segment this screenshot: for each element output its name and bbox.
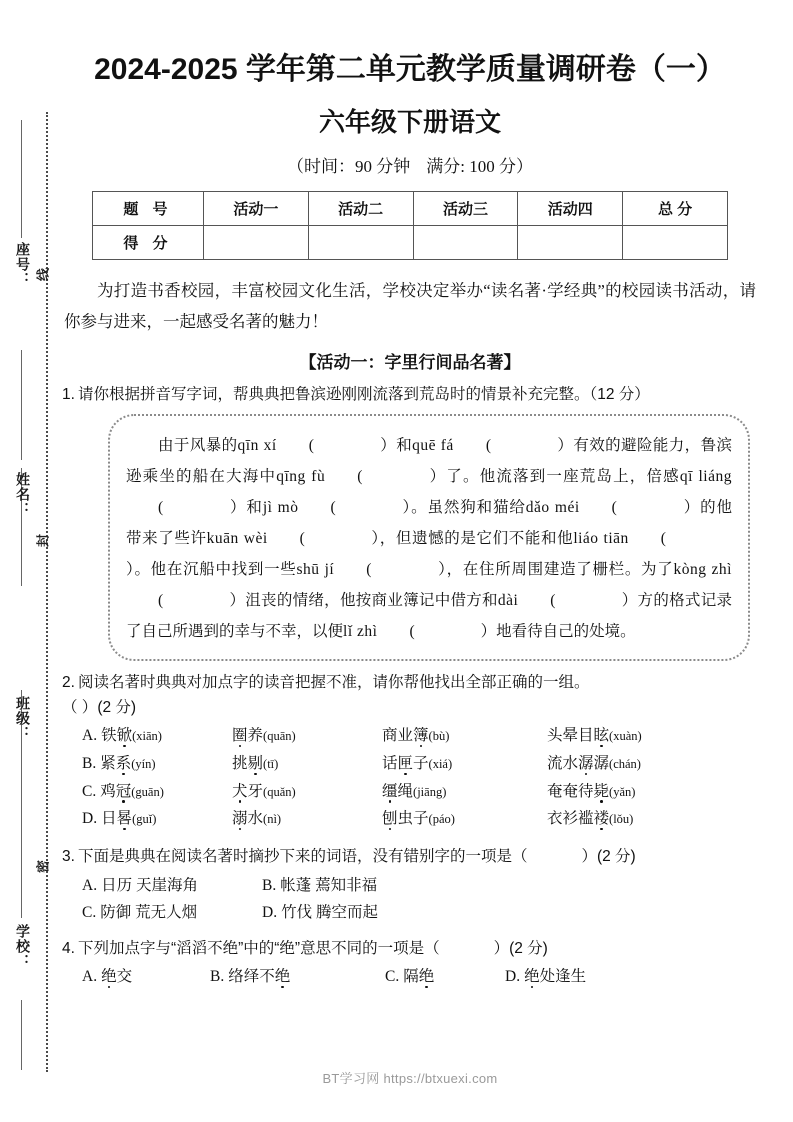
pinyin-shuji: shū jí: [296, 560, 335, 578]
opt-word-post: 绳: [397, 782, 414, 800]
option-c-label-q3: C.: [82, 904, 97, 922]
option-d-label-q4: D.: [505, 968, 521, 986]
activity-one-heading: 【活动一：字里行间品名著】: [299, 353, 521, 373]
field-class: [6, 696, 40, 741]
option-b-item-2: [232, 750, 382, 778]
opt-word-dotted: 缰: [382, 782, 398, 800]
option-c-item-1: [82, 778, 232, 806]
question-3-number: 3.: [62, 847, 75, 865]
opt-word-dotted: 剔: [247, 755, 264, 772]
option-c-item-3: [382, 778, 547, 806]
score-table-col-total: 总 分: [623, 192, 728, 226]
option-a-q4: [82, 963, 210, 991]
field-rule-school-bottom: [21, 1000, 22, 1070]
passage-seg-7: ）的他带来了些许: [126, 498, 732, 547]
opt-pinyin: (páo): [428, 812, 455, 827]
question-3-stem: [60, 845, 760, 870]
option-row-cd[interactable]: [60, 899, 760, 927]
question-1-points: （12 分）: [589, 386, 650, 404]
field-label-class: 班级：: [15, 696, 31, 741]
pinyin-daomei: dǎo méi: [525, 498, 580, 516]
score-cell-activity-4[interactable]: [518, 226, 623, 260]
option-row-q4[interactable]: [60, 963, 760, 991]
score-cell-total[interactable]: [623, 226, 728, 260]
pinyin-quefa: quē fá: [412, 436, 454, 454]
option-d-dotted-q4: 绝: [524, 968, 540, 986]
field-school: [6, 924, 40, 969]
option-c-label: C.: [82, 782, 97, 800]
option-d-text-q3: 竹伐 腾空而起: [281, 904, 378, 922]
field-label-student-name: 姓名：: [15, 472, 31, 517]
opt-word-dotted: 锨: [116, 727, 133, 745]
question-1-stem: [60, 383, 760, 408]
option-a-item-1: [82, 722, 232, 750]
score-cell-activity-3[interactable]: [413, 226, 518, 260]
option-b-label: B.: [82, 755, 97, 772]
pinyin-jimo: jì mò: [262, 498, 299, 516]
passage-seg-8: ），但遗憾的是它们不能和他: [370, 529, 574, 547]
passage-text: 由于风暴的qīn xí ( ）和quē fá ( ）有效的避险能力，鲁滨逊乘坐的船在大海中qīng fù ( ）了。他流落到一座荒岛上，倍感qī liáng( ）和jì mò ( ）。虽然狗和猫给dǎo méi ( ）的他带来了些许kuān wèi ( ），但遗憾的是它们不能和他liáo tiān (）。他在沉船中找到一些shū jí ( ），在住所周围建造了栅栏。为了kòng zhì( ）沮丧的情绪，他按商业簿记中借方和dài ( ）方的格式记录了自己所遇到的幸与不幸，以便lǐ zhì ( ）地看待自己的处境。: [126, 436, 732, 640]
question-1-text: 请你根据拼音写字词，帮典典把鲁滨逊刚刚流落到荒岛时的情景补充完整。: [77, 386, 590, 404]
option-c-item-4: [547, 778, 635, 806]
passage-seg-13: ）地看待自己的处境。: [480, 622, 636, 640]
seal-char-line: 线: [35, 268, 51, 282]
opt-word-pre: 日: [101, 810, 117, 828]
question-3-points: ）(2 分): [581, 847, 636, 865]
question-2: [60, 671, 760, 833]
score-table-label-score: 得 分: [93, 226, 204, 260]
option-b-q3: [262, 872, 377, 900]
opt-pinyin: (xuàn): [609, 729, 642, 744]
opt-word-dotted: 簿: [413, 727, 429, 745]
question-4-text: 下列加点字与“滔滔不绝”中的“绝”意思不同的一项是（: [77, 939, 440, 957]
option-d-item-4: [547, 805, 633, 833]
question-2-answer-line: [60, 696, 760, 721]
option-row-b[interactable]: [60, 750, 760, 778]
option-b-text-q3: 帐蓬 蔫知非福: [280, 876, 378, 894]
opt-pinyin: (jiāng): [413, 784, 447, 799]
option-d-label-q3: D.: [262, 904, 278, 922]
opt-word-post: 子: [413, 755, 429, 772]
option-d-item-2: [232, 805, 382, 833]
opt-word-dotted: 圈: [232, 727, 248, 745]
passage-seg-9: ）。他在沉船中找到一些: [126, 560, 297, 578]
opt-word-post: 养: [247, 727, 264, 745]
opt-pinyin: (tī): [263, 757, 279, 771]
field-label-seat-number: 座号：: [15, 242, 31, 287]
option-c-pre-q4: 隔: [403, 968, 419, 986]
passage-seg-2: ）和: [379, 436, 413, 454]
passage-seg-5: ）和: [229, 498, 263, 516]
question-3: [60, 845, 760, 927]
option-a-q3: [82, 872, 262, 900]
opt-word-pre: 铁: [101, 727, 117, 745]
opt-word-dotted: 匣: [397, 755, 414, 772]
question-4-options: [60, 963, 760, 991]
seal-dotted-line: [46, 112, 48, 1072]
option-b-label-q3: B.: [262, 876, 277, 894]
footer-watermark: BT学习网 https://btxuexi.com: [322, 1071, 498, 1086]
opt-word-dotted: 毙: [593, 782, 610, 800]
opt-pinyin: (nì): [263, 812, 282, 827]
pinyin-kongzhi: kòng zhì: [673, 560, 732, 578]
opt-pinyin: (guǐ): [132, 812, 157, 827]
opt-word-dotted: 眩: [593, 727, 610, 745]
option-c-item-2: [232, 778, 382, 806]
score-table-col-activity-3: 活动三: [413, 192, 518, 226]
score-table-col-activity-1: 活动一: [203, 192, 308, 226]
question-1: [60, 383, 760, 661]
score-cell-activity-2[interactable]: [308, 226, 413, 260]
question-1-passage-box: [108, 414, 750, 661]
field-rule-seat-top: [21, 120, 22, 238]
option-a-label-q4: A.: [82, 968, 98, 986]
opt-word-dotted: 褛: [593, 810, 610, 828]
opt-word-pre: 商业: [382, 727, 414, 745]
opt-word-pre: 流水: [547, 755, 579, 772]
score-cell-activity-1[interactable]: [203, 226, 308, 260]
opt-pinyin: (lǒu): [609, 812, 634, 827]
opt-word-post: 虫子: [397, 810, 429, 828]
passage-seg-11: ）沮丧的情绪，他按商业簿记中借方和: [229, 591, 498, 609]
opt-word-dotted: 刨: [382, 810, 398, 828]
pinyin-qinxi: qīn xí: [237, 436, 277, 454]
option-d-item-3: [382, 805, 547, 833]
option-a-label-q3: A.: [82, 876, 98, 894]
opt-pinyin: (quān): [263, 729, 296, 744]
pinyin-lizhi: lǐ zhì: [343, 622, 378, 640]
question-4-points: ）(2 分): [493, 939, 548, 957]
opt-pinyin: (bù): [428, 729, 450, 744]
field-student-name: [6, 472, 40, 517]
opt-pinyin: (guān): [131, 784, 164, 799]
opt-pinyin: (chán): [609, 757, 641, 771]
field-rule-seat-bottom: [21, 350, 22, 460]
score-table-label-question: 题 号: [93, 192, 204, 226]
option-d-q4: [505, 963, 586, 991]
opt-pinyin: (xiá): [428, 757, 453, 771]
option-a-text-q3: 日历 天崖海角: [101, 876, 198, 894]
option-a-item-4: [547, 722, 642, 750]
option-d-rest-q4: 处逢生: [539, 968, 587, 986]
option-a-label: A.: [82, 727, 98, 745]
opt-word-pre: 头晕目: [547, 727, 594, 745]
option-c-q3: [82, 899, 262, 927]
page-subtitle: 六年级下册语文: [318, 107, 501, 137]
question-2-text: 阅读名著时典典对加点字的读音把握不准，请你帮他找出全部正确的一组。: [77, 673, 590, 691]
question-2-options: [60, 722, 760, 832]
passage-seg-12: ）方的格式记录了自己所遇到的幸与不幸，以便: [126, 591, 732, 640]
option-c-dotted-q4: 绝: [418, 968, 435, 986]
opt-pinyin: (yǎn): [609, 784, 636, 799]
question-1-number: 1.: [62, 386, 75, 404]
exam-page: [60, 0, 760, 1122]
pinyin-qingfu: qīng fù: [276, 467, 326, 485]
option-b-label-q4: B.: [210, 968, 225, 986]
option-row-d[interactable]: [60, 805, 760, 833]
passage-seg-10: ），在住所周围建造了栅栏。为了: [437, 560, 674, 578]
opt-word-dotted: 系: [115, 755, 132, 772]
opt-word-dotted: 冠: [115, 782, 132, 800]
option-c-q4: [385, 963, 505, 991]
score-table-col-activity-4: 活动四: [518, 192, 623, 226]
opt-word-pre: 鸡: [100, 782, 116, 800]
option-b-q4: [210, 963, 385, 991]
opt-word-pre: 挑: [232, 755, 248, 772]
opt-word-dotted: 晷: [116, 810, 133, 828]
option-a-dotted-q4: 绝: [101, 968, 117, 986]
question-2-number: 2.: [62, 673, 75, 691]
option-b-item-4: [547, 750, 641, 778]
opt-word-dotted: 溺: [232, 810, 248, 828]
field-rule-class-top: [21, 800, 22, 918]
table-row-header: [93, 192, 728, 226]
page-title: 2024-2025 学年第二单元教学质量调研卷（一）: [94, 53, 726, 86]
pinyin-dai: dài: [497, 591, 519, 609]
field-label-school: 学校：: [15, 924, 31, 969]
score-table-wrapper: [92, 191, 728, 260]
score-table: [92, 191, 728, 260]
seal-char-seal: 封: [35, 534, 51, 548]
passage-seg-3: ）有效的避险能力，鲁滨逊乘坐的船在大海中: [126, 436, 732, 485]
option-b-item-1: [82, 750, 232, 778]
option-d-q3: [262, 899, 378, 927]
field-seat-number: [6, 242, 40, 287]
question-4-number: 4.: [62, 939, 75, 957]
opt-pinyin: (quǎn): [263, 784, 296, 799]
opt-word-post: 潺: [593, 755, 610, 772]
seal-char-secret: 密: [35, 860, 51, 874]
pinyin-liaotian: liáo tiān: [573, 529, 629, 547]
opt-word-post: 牙: [247, 782, 264, 800]
question-2-stem: [60, 671, 760, 696]
option-row-c[interactable]: [60, 778, 760, 806]
opt-word-pre: 话: [382, 755, 398, 772]
passage-seg-4: ）了。他流落到一座荒岛上，倍感: [428, 467, 680, 485]
passage-seg-6: ）。虽然狗和猫给: [401, 498, 526, 516]
pinyin-kuanwei: kuān wèi: [206, 529, 268, 547]
pinyin-qiliang: qī liáng: [679, 467, 732, 485]
option-a-rest-q4: 交: [116, 968, 133, 986]
opt-word-pre: 奄奄待: [547, 782, 594, 800]
exam-time: （时间：90 分钟: [287, 157, 411, 176]
option-a-item-3: [382, 722, 547, 750]
opt-word-pre: 紧: [100, 755, 116, 772]
score-table-col-activity-2: 活动二: [308, 192, 413, 226]
opt-pinyin: (yín): [131, 757, 156, 771]
option-b-pre-q4: 络绎不: [228, 968, 275, 986]
passage-seg-1: 由于风暴的: [158, 436, 238, 454]
option-a-item-2: [232, 722, 382, 750]
option-c-text-q3: 防御 荒无人烟: [100, 904, 198, 922]
exam-total-score: 满分: 100 分）: [426, 157, 533, 176]
table-row-scores: [93, 226, 728, 260]
option-c-label-q4: C.: [385, 968, 400, 986]
exam-info-line: [60, 139, 760, 177]
intro-paragraph: 为打造书香校园，丰富校园文化生活，学校决定举办“读名著·学经典”的校园读书活动，请你参与进来，一起感受名著的魅力！: [64, 281, 756, 331]
question-4: [60, 937, 760, 991]
question-2-points: (2 分): [97, 698, 137, 716]
opt-pinyin: (xiān): [132, 729, 162, 744]
question-4-stem: [60, 937, 760, 962]
option-d-label: D.: [82, 810, 98, 828]
opt-word-pre: 衣衫褴: [547, 810, 594, 828]
option-row-ab[interactable]: [60, 872, 760, 900]
seal-line-margin: [0, 0, 58, 1122]
opt-word-dotted: 潺: [578, 755, 594, 772]
option-row-a[interactable]: [60, 722, 760, 750]
opt-word-dotted: 犬: [232, 782, 248, 800]
opt-word-post: 水: [247, 810, 264, 828]
option-b-item-3: [382, 750, 547, 778]
question-3-text: 下面是典典在阅读名著时摘抄下来的词语，没有错别字的一项是（: [77, 847, 528, 865]
question-2-answer-blank[interactable]: （ ）: [62, 698, 98, 716]
option-d-item-1: [82, 805, 232, 833]
question-3-options: [60, 872, 760, 927]
option-b-dotted-q4: 绝: [274, 968, 291, 986]
